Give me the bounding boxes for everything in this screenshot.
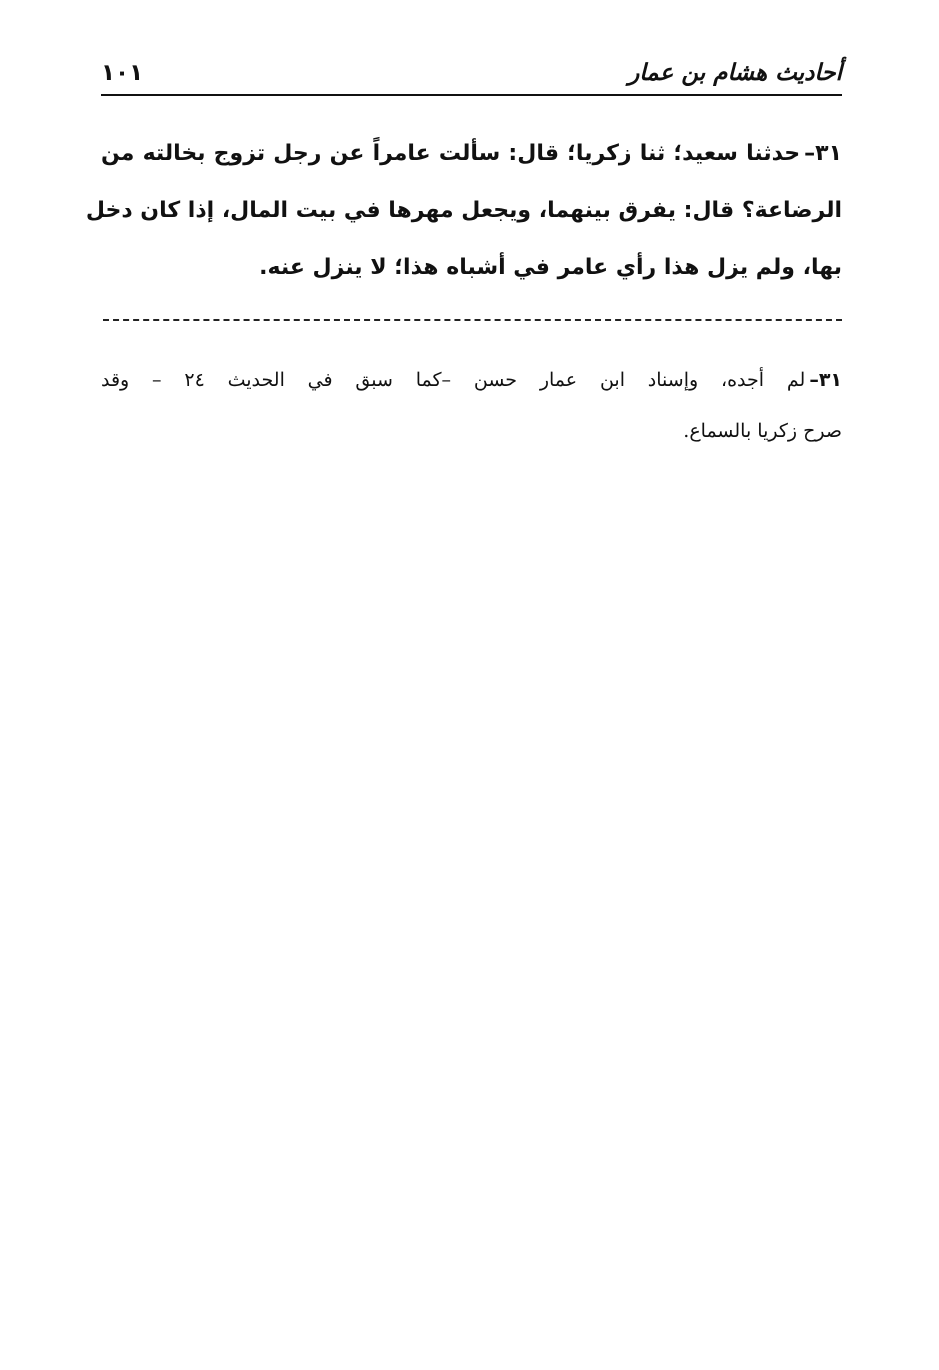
footnote-number: ٣١– bbox=[809, 369, 843, 391]
hadith-line: الرضاعة؟ قال: يفرق بينهما، ويجعل مهرها في بيت المال، إذا كان دخل bbox=[85, 198, 842, 223]
running-header bbox=[101, 52, 842, 96]
hadith-text bbox=[85, 130, 842, 301]
book-title: أحاديث هشام بن عمار bbox=[628, 60, 842, 86]
hadith-line: بها، ولم يزل هذا رأي عامر في أشباه هذا؛ لا ينزل عنه. bbox=[259, 255, 842, 280]
hadith-line-text: حدثنا سعيد؛ ثنا زكريا؛ قال: سألت عامراً عن رجل تزوج بخالته من bbox=[101, 141, 801, 166]
footnote-separator bbox=[103, 319, 842, 321]
hadith-line bbox=[101, 130, 842, 187]
page-number: ١٠١ bbox=[101, 60, 144, 86]
footnote-line-text: لم أجده، وإسناد ابن عمار حسن –كما سبق في الحديث ٢٤ – وقد bbox=[101, 369, 806, 391]
footnote-line: صرح زكريا بالسماع. bbox=[683, 420, 842, 442]
hadith-number: ٣١– bbox=[804, 141, 842, 166]
footnote-line bbox=[101, 357, 842, 408]
footnote bbox=[101, 357, 842, 459]
